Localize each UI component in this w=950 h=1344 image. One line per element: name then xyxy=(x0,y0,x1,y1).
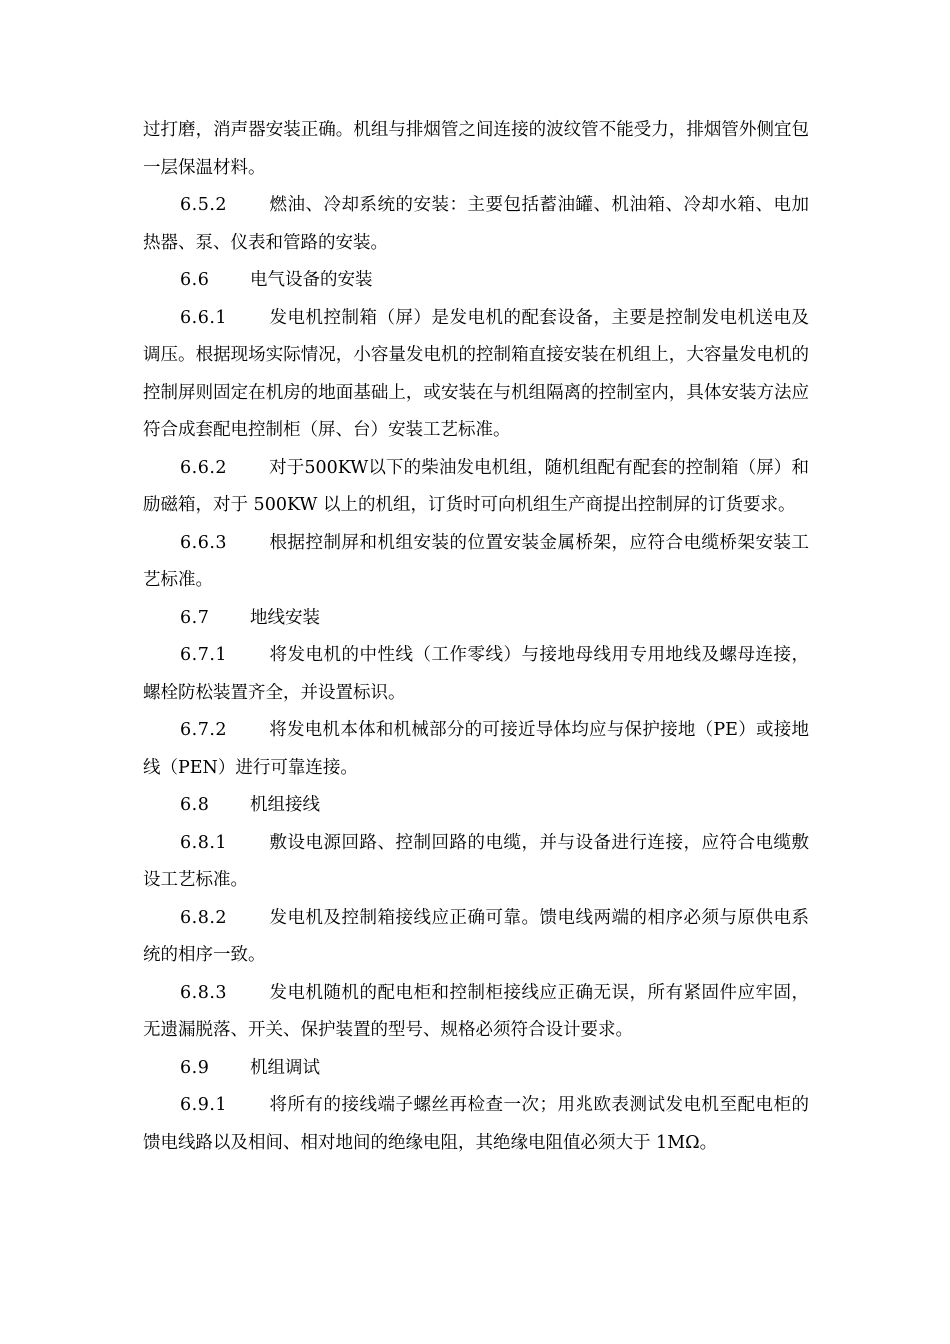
clause-text: 发电机随机的配电柜和控制柜接线应正确无误，所有紧固件应牢固，无遗漏脱落、开关、保护装置的型号、规格必须符合设计要求。 xyxy=(143,982,809,1040)
section-number: 6.7 xyxy=(180,607,210,628)
clause-number: 6.8.2 xyxy=(180,907,228,928)
section-number: 6.9 xyxy=(180,1057,210,1078)
clause-text: 敷设电源回路、控制回路的电缆，并与设备进行连接，应符合电缆敷设工艺标准。 xyxy=(143,832,809,890)
clause-number: 6.8.3 xyxy=(180,982,228,1003)
clause-6-8-2 xyxy=(143,900,809,975)
section-heading-6-9 xyxy=(143,1050,809,1088)
clause-6-8-3 xyxy=(143,975,809,1050)
clause-6-9-1 xyxy=(143,1087,809,1162)
clause-number: 6.8.1 xyxy=(180,832,228,853)
clause-6-7-2 xyxy=(143,712,809,787)
clause-number: 6.9.1 xyxy=(180,1095,228,1115)
clause-number: 6.7.1 xyxy=(180,645,228,665)
clause-6-6-1 xyxy=(143,300,809,450)
clause-number: 6.7.2 xyxy=(180,720,228,740)
clause-6-8-1 xyxy=(143,825,809,900)
paragraph-text: 过打磨，消声器安装正确。机组与排烟管之间连接的波纹管不能受力，排烟管外侧宜包一层保温材料。 xyxy=(143,120,809,178)
paragraph-continuation xyxy=(143,112,809,187)
clause-text: 将发电机本体和机械部分的可接近导体均应与保护接地（PE）或接地线（PEN）进行可靠连接。 xyxy=(143,720,809,778)
clause-text: 发电机及控制箱接线应正确可靠。馈电线两端的相序必须与原供电系统的相序一致。 xyxy=(143,907,809,965)
section-title: 电气设备的安装 xyxy=(250,270,373,290)
section-heading-6-6 xyxy=(143,262,809,300)
clause-text: 根据控制屏和机组安装的位置安装金属桥架，应符合电缆桥架安装工艺标准。 xyxy=(143,532,809,590)
clause-6-6-3 xyxy=(143,525,809,600)
section-title: 机组接线 xyxy=(250,795,320,815)
clause-number: 6.5.2 xyxy=(180,195,228,215)
section-number: 6.8 xyxy=(180,795,210,815)
section-heading-6-8 xyxy=(143,787,809,825)
clause-6-5-2 xyxy=(143,187,809,262)
section-number: 6.6 xyxy=(180,270,210,290)
clause-text: 燃油、冷却系统的安装：主要包括蓄油罐、机油箱、冷却水箱、电加热器、泵、仪表和管路的安装。 xyxy=(143,195,809,253)
section-title: 地线安装 xyxy=(250,607,320,628)
clause-number: 6.6.2 xyxy=(180,457,228,478)
clause-6-6-2 xyxy=(143,450,809,525)
clause-text: 对于500KW以下的柴油发电机组，随机组配有配套的控制箱（屏）和励磁箱，对于 500KW 以上的机组，订货时可向机组生产商提出控制屏的订货要求。 xyxy=(143,457,809,515)
section-heading-6-7 xyxy=(143,600,809,638)
clause-6-7-1 xyxy=(143,637,809,712)
clause-number: 6.6.1 xyxy=(180,307,228,328)
clause-text: 发电机控制箱（屏）是发电机的配套设备，主要是控制发电机送电及调压。根据现场实际情况，小容量发电机的控制箱直接安装在机组上，大容量发电机的控制屏则固定在机房的地面基础上，或安装在与机组隔离的控制室内，具体安装方法应符合成套配电控制柜（屏、台）安装工艺标准。 xyxy=(143,307,809,440)
clause-text: 将所有的接线端子螺丝再检查一次；用兆欧表测试发电机至配电柜的馈电线路以及相间、相对地间的绝缘电阻，其绝缘电阻值必须大于 1MΩ。 xyxy=(143,1095,809,1153)
document-body xyxy=(143,112,809,1162)
section-title: 机组调试 xyxy=(250,1057,320,1078)
clause-number: 6.6.3 xyxy=(180,532,228,553)
clause-text: 将发电机的中性线（工作零线）与接地母线用专用地线及螺母连接，螺栓防松装置齐全，并设置标识。 xyxy=(143,645,809,703)
